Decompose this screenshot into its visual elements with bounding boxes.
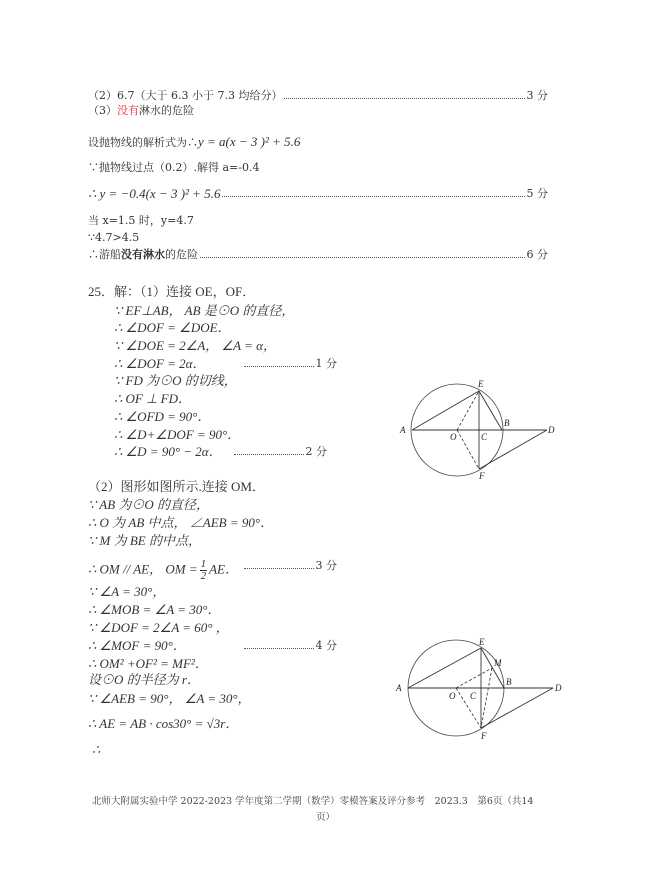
line-eb <box>481 648 504 688</box>
proof-line: ∵ ∠DOF = 2∠A = 60° ， <box>88 620 229 635</box>
footer-text: 北师大附属实验中学 2022-2023 学年度第二学期（数学）零模答案及评分参考 2023.3 第6页（共14 <box>92 796 534 807</box>
proof-text: ∴ OM // AE， OM = <box>88 561 198 577</box>
label-c: C <box>470 691 477 701</box>
tangent-fd <box>481 688 553 728</box>
bold-text: 没有淋水 <box>121 248 165 261</box>
score-2 <box>232 445 327 459</box>
proof-line: ∵ ∠AEB = 90°， ∠A = 30°， <box>88 691 251 706</box>
label-e: E <box>478 379 484 389</box>
line-ae <box>412 391 479 430</box>
line-of <box>457 430 479 469</box>
answer-line-3 <box>88 104 194 118</box>
answer-line-8 <box>88 248 548 262</box>
proof-line: ∴ <box>92 742 101 757</box>
proof-line: ∴ ∠DOF = 2α． <box>114 356 206 371</box>
score-label: 3 分 <box>526 89 548 102</box>
label-d: D <box>548 425 555 435</box>
answer-line-2 <box>88 89 548 103</box>
tangent-fd <box>479 430 547 469</box>
proof-line: ∴ ∠OFD = 90°． <box>114 409 211 424</box>
proof-line: ∴ ∠D+∠DOF = 90°． <box>114 427 241 442</box>
proof-line: ∴ O 为 AB 中点， ∠AEB = 90°． <box>88 515 274 530</box>
line-mf <box>481 668 492 728</box>
numerator: 1 <box>200 558 207 570</box>
answer-line-5 <box>88 187 548 201</box>
proof-line: ∵ ∠DOE = 2∠A， ∠A = α， <box>114 338 276 353</box>
line-om <box>456 668 492 688</box>
answer-text: ∵4.7>4.5 <box>88 231 140 244</box>
dotted-leader <box>284 98 524 99</box>
score-1 <box>242 357 337 371</box>
label-d: D <box>555 683 562 693</box>
fraction-half <box>200 559 208 582</box>
label-b: B <box>504 418 510 428</box>
label-b: B <box>506 677 512 687</box>
dotted-leader <box>234 454 304 455</box>
answer-text: 淋水的危险 <box>139 104 194 117</box>
formula: ∴ y = −0.4(x − 3 )² + 5.6 <box>88 186 221 201</box>
proof-line: ∵ FD 为⊙O 的切线， <box>114 373 237 388</box>
line-of <box>456 688 481 728</box>
label-m: M <box>494 658 502 668</box>
score-4 <box>242 639 337 653</box>
proof-line: ∴ ∠MOF = 90°． <box>88 638 186 653</box>
line-ae <box>408 648 481 688</box>
footer-text-cont: 页） <box>316 812 336 823</box>
label-a: A <box>400 425 406 435</box>
dotted-leader <box>200 257 525 258</box>
dotted-leader <box>222 196 524 197</box>
dotted-leader <box>244 568 314 569</box>
label-c: C <box>481 432 488 442</box>
score-label: 3 分 <box>315 559 337 572</box>
score-label: 1 分 <box>315 357 337 370</box>
proof-line: （2）图形如图所示.连接 OM． <box>88 479 265 494</box>
label-a: A <box>396 683 402 693</box>
proof-line: ∴ ∠DOF = ∠DOE． <box>114 320 231 335</box>
proof-line: ∴ ∠D = 90° − 2α． <box>114 444 222 459</box>
dotted-leader <box>244 648 314 649</box>
proof-line-fraction <box>88 559 238 582</box>
answer-text: ∴游船 <box>88 248 121 261</box>
proof-line: ∵ M 为 BE 的中点， <box>88 533 201 548</box>
proof-line: ∴ ∠MOB = ∠A = 30°． <box>88 602 221 617</box>
line-oe <box>457 391 479 430</box>
proof-line: ∴ OM² +OF² = MF²． <box>88 656 208 671</box>
score-label: 4 分 <box>315 639 337 652</box>
highlight-text: 没有 <box>117 104 139 117</box>
answer-text: 的危险 <box>165 248 198 261</box>
proof-line: ∵ ∠A = 30°， <box>88 584 166 599</box>
label-f: F <box>479 471 485 480</box>
parabola-setup <box>88 135 300 150</box>
proof-line: ∴ AE = AB · cos30° = √3r． <box>88 716 239 731</box>
proof-line: ∴ OF ⊥ FD． <box>114 391 192 406</box>
proof-line: 25．解：（1）连接 OE，OF． <box>88 284 256 299</box>
score-3 <box>242 559 337 573</box>
proof-line: ∵ EF⊥AB， AB 是⊙O 的直径， <box>114 303 295 318</box>
answer-text: ∵抛物线过点（0.2）.解得 a=-0.4 <box>88 161 260 174</box>
answer-text: 当 x=1.5 时，y=4.7 <box>88 214 194 227</box>
denominator: 2 <box>200 570 207 582</box>
label-o: O <box>449 691 456 701</box>
dotted-leader <box>244 366 314 367</box>
label-f: F <box>481 731 487 741</box>
score-label: 5 分 <box>526 187 548 200</box>
geometry-figure-1 <box>390 370 580 480</box>
label-o: O <box>450 432 457 442</box>
proof-line: ∵ AB 为⊙O 的直径， <box>88 497 210 512</box>
proof-line: 设⊙O 的半径为 r． <box>88 672 200 687</box>
item-number: （3） <box>88 104 117 117</box>
geometry-figure-2 <box>390 630 580 750</box>
score-label: 6 分 <box>526 248 548 261</box>
answer-text: （2）6.7（大于 6.3 小于 7.3 均给分） <box>88 89 283 102</box>
proof-text: AE． <box>209 561 238 577</box>
score-label: 2 分 <box>305 445 327 458</box>
answer-text: 设抛物线的解析式为∴ <box>88 136 198 149</box>
label-e: E <box>479 637 485 647</box>
formula: y = a(x − 3 )² + 5.6 <box>198 134 301 149</box>
